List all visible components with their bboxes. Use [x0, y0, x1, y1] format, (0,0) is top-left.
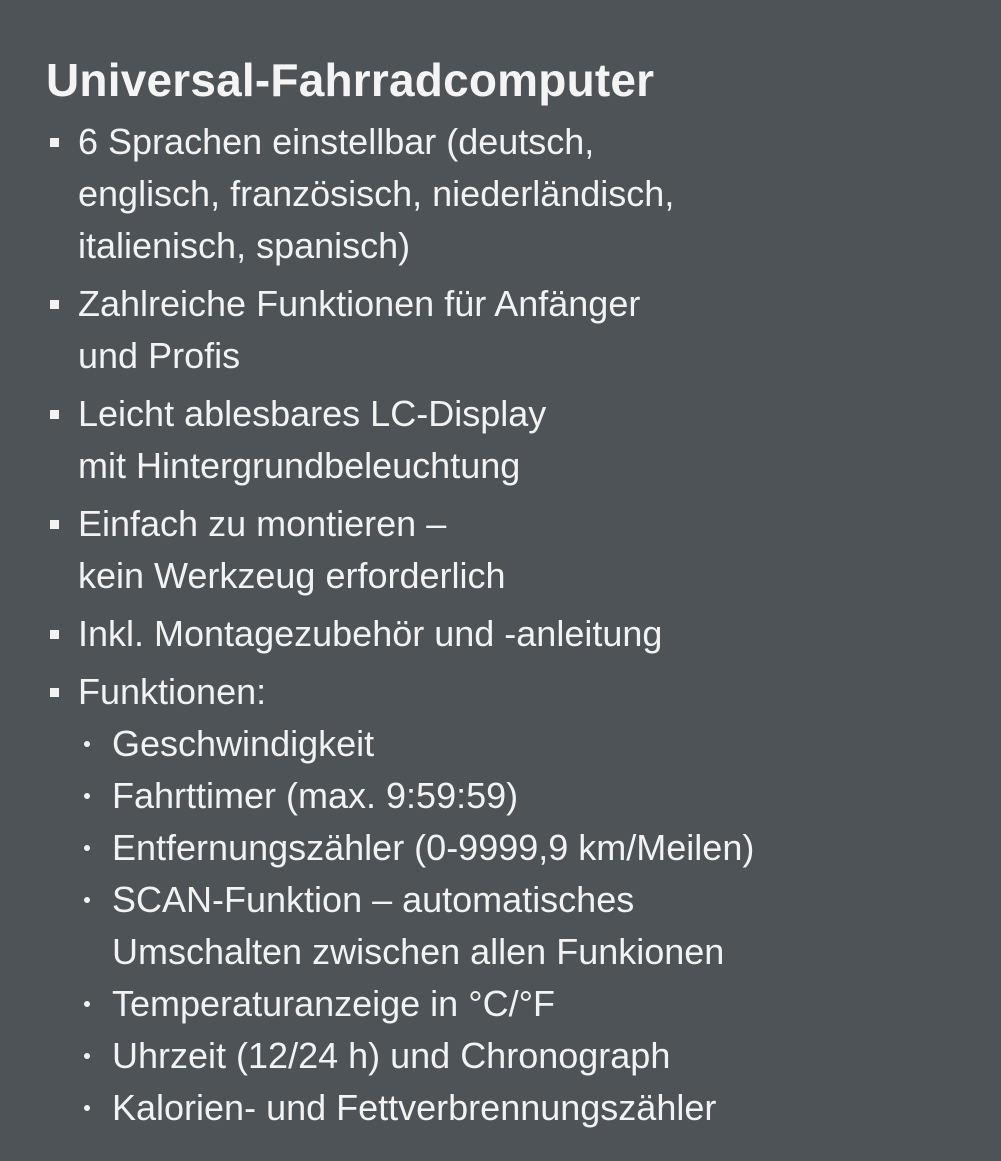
function-list [78, 718, 961, 1134]
function-item-clock [78, 1030, 961, 1082]
feature-item-accessories [46, 608, 961, 660]
function-text: Temperaturanzeige in °C/°F [112, 983, 555, 1024]
function-text: Fahrttimer (max. 9:59:59) [112, 775, 519, 816]
square-bullet-icon [50, 300, 59, 309]
feature-item-functions [46, 666, 961, 1134]
feature-item-mounting [46, 498, 961, 602]
dot-bullet-icon [84, 845, 90, 851]
feature-item-languages [46, 116, 961, 272]
feature-text: Leicht ablesbares LC-Display mit Hintergrundbeleuchtung [78, 393, 547, 486]
page-title: Universal-Fahrradcomputer [46, 54, 655, 106]
function-text: Kalorien- und Fettverbrennungszähler [112, 1087, 717, 1128]
function-text: Uhrzeit (12/24 h) und Chronograph [112, 1035, 671, 1076]
feature-text: Einfach zu montieren – kein Werkzeug erforderlich [78, 503, 506, 596]
dot-bullet-icon [84, 1001, 90, 1007]
function-item-distance [78, 822, 961, 874]
function-item-scan [78, 874, 961, 978]
feature-text: Zahlreiche Funktionen für Anfänger und Profis [78, 283, 641, 376]
square-bullet-icon [50, 138, 59, 147]
dot-bullet-icon [84, 793, 90, 799]
function-item-calories [78, 1082, 961, 1134]
dot-bullet-icon [84, 897, 90, 903]
dot-bullet-icon [84, 1105, 90, 1111]
function-text: Entfernungszähler (0-9999,9 km/Meilen) [112, 827, 755, 868]
feature-text: 6 Sprachen einstellbar (deutsch, englisch, französisch, niederländisch, italienisch, spanisch) [78, 121, 675, 266]
function-item-temperature [78, 978, 961, 1030]
function-text: Geschwindigkeit [112, 723, 375, 764]
feature-list [46, 116, 961, 1134]
function-item-speed [78, 718, 961, 770]
function-text: SCAN-Funktion – automatisches Umschalten zwischen allen Funkionen [112, 879, 725, 972]
function-item-ride-timer [78, 770, 961, 822]
dot-bullet-icon [84, 741, 90, 747]
square-bullet-icon [50, 688, 59, 697]
feature-item-display [46, 388, 961, 492]
dot-bullet-icon [84, 1053, 90, 1059]
square-bullet-icon [50, 520, 59, 529]
feature-text: Funktionen: [78, 671, 267, 712]
square-bullet-icon [50, 410, 59, 419]
feature-text: Inkl. Montagezubehör und -anleitung [78, 613, 663, 654]
square-bullet-icon [50, 630, 59, 639]
feature-item-functions-overview [46, 278, 961, 382]
